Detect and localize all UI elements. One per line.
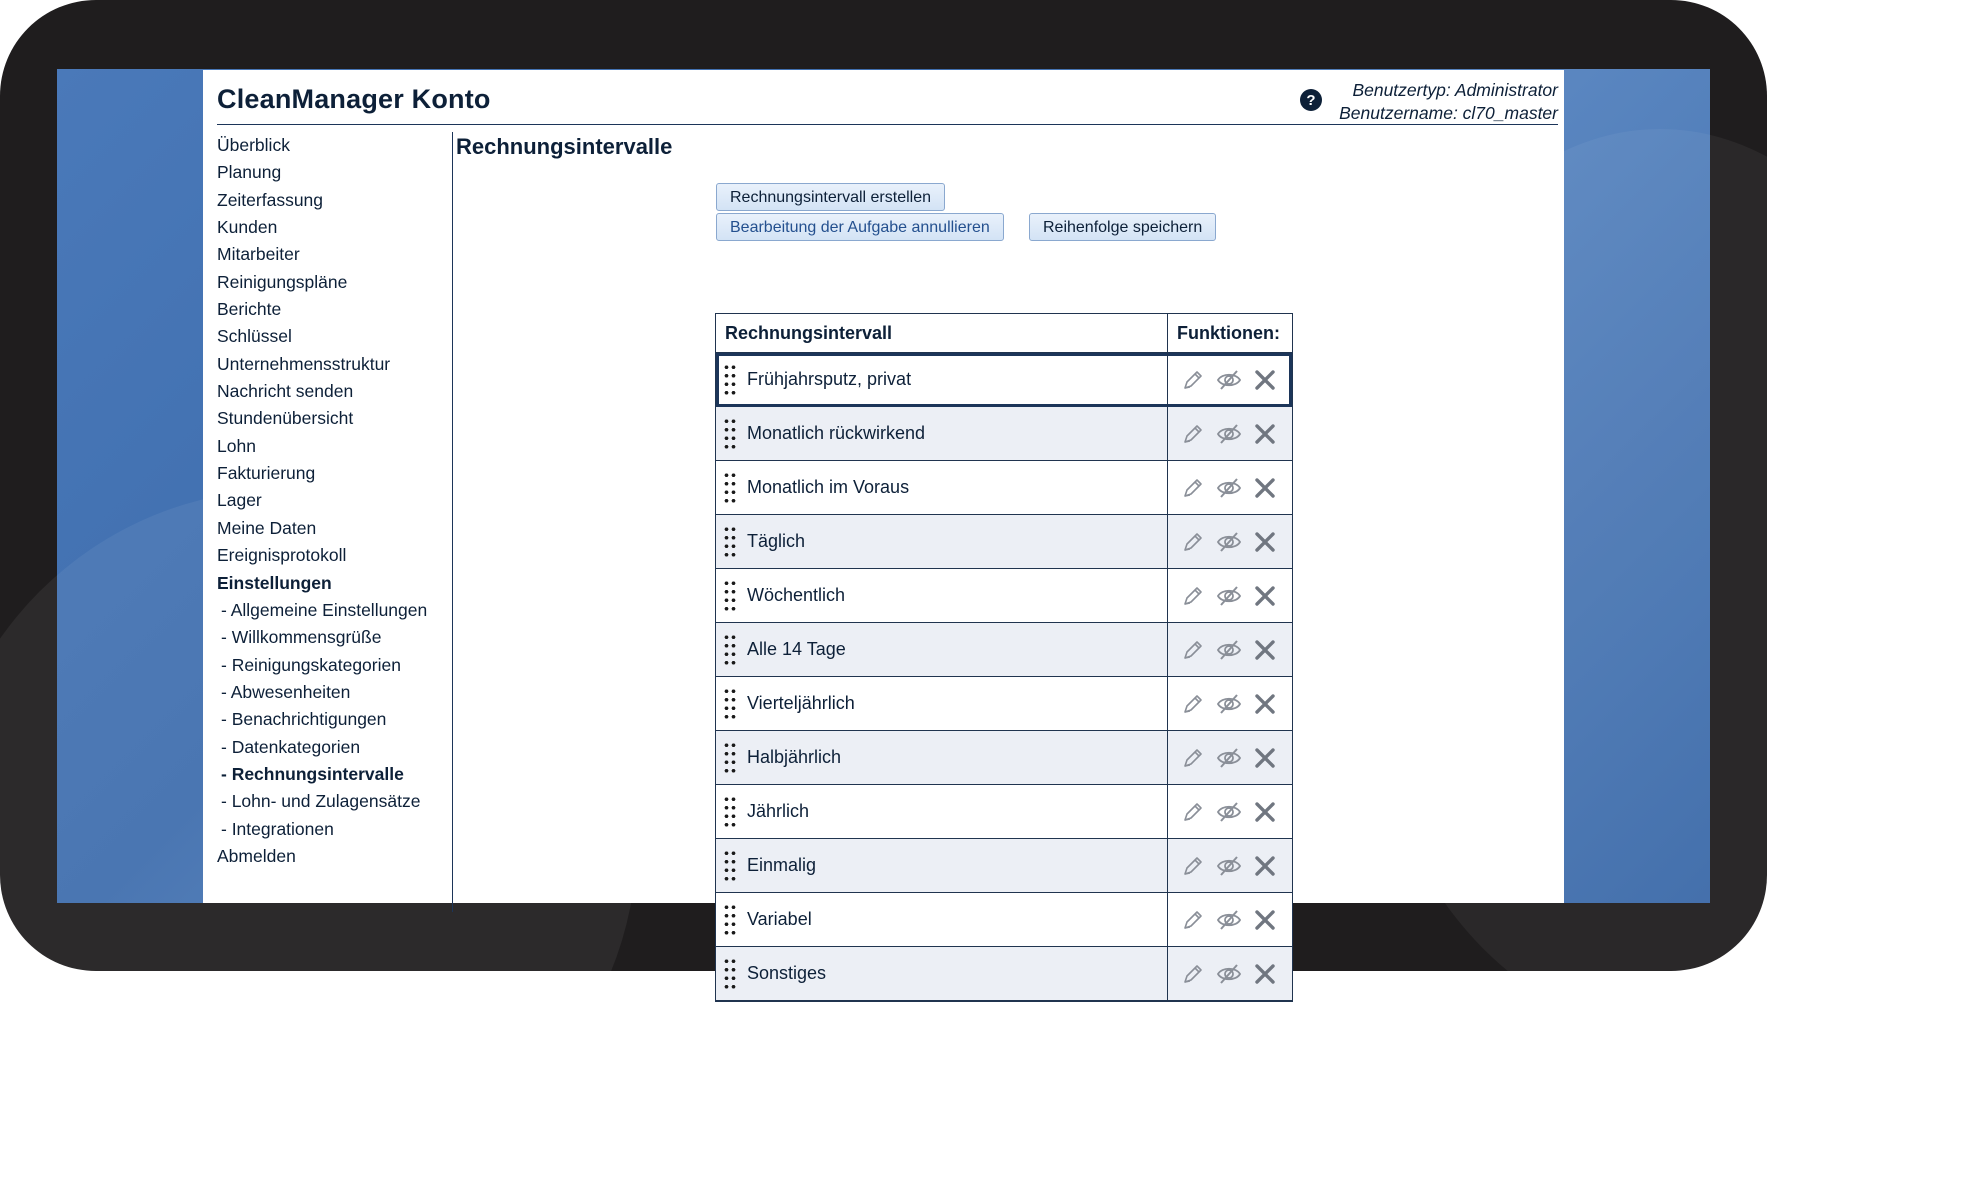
column-header-functions: Funktionen: (1177, 323, 1280, 343)
sidebar-subitem-allgemeine-einstellungen[interactable]: - Allgemeine Einstellungen (221, 599, 428, 620)
app-header (203, 70, 1564, 125)
table-row[interactable] (716, 515, 1292, 569)
eye-slash-icon[interactable] (1216, 475, 1242, 501)
interval-name: Einmalig (747, 855, 817, 875)
close-icon[interactable] (1252, 583, 1278, 609)
interval-name: Jährlich (747, 801, 810, 821)
user-info (1339, 79, 1558, 125)
drag-handle-icon[interactable] (723, 417, 737, 451)
pencil-icon[interactable] (1180, 637, 1206, 663)
drag-handle-icon[interactable] (723, 795, 737, 829)
interval-name: Sonstiges (747, 963, 827, 983)
close-icon[interactable] (1252, 799, 1278, 825)
table-row[interactable] (716, 461, 1292, 515)
table-row[interactable] (716, 731, 1292, 785)
interval-name: Vierteljährlich (747, 693, 855, 713)
question-circle-icon[interactable]: ? (1300, 89, 1322, 111)
sidebar-subitem-benachrichtigungen[interactable]: - Benachrichtigungen (221, 709, 387, 730)
eye-slash-icon[interactable] (1216, 907, 1242, 933)
row-functions-cell (1168, 569, 1292, 622)
close-icon[interactable] (1252, 475, 1278, 501)
user-type: Benutzertyp: Administrator (1352, 80, 1558, 100)
eye-slash-icon[interactable] (1216, 421, 1242, 447)
drag-handle-icon[interactable] (723, 471, 737, 505)
eye-slash-icon[interactable] (1216, 583, 1242, 609)
sidebar-subitem-abwesenheiten[interactable]: - Abwesenheiten (221, 681, 351, 702)
row-functions-cell (1168, 515, 1292, 568)
interval-name: Täglich (747, 531, 806, 551)
sidebar-item-abmelden[interactable]: Abmelden (217, 845, 296, 866)
pencil-icon[interactable] (1180, 421, 1206, 447)
eye-slash-icon[interactable] (1216, 367, 1242, 393)
drag-handle-icon[interactable] (723, 957, 737, 991)
sidebar-nav (217, 132, 453, 912)
close-icon[interactable] (1252, 853, 1278, 879)
close-icon[interactable] (1252, 961, 1278, 987)
row-functions-cell (1168, 461, 1292, 514)
sidebar-item-planung[interactable]: Planung (217, 162, 282, 183)
drag-handle-icon[interactable] (723, 903, 737, 937)
drag-handle-icon[interactable] (723, 741, 737, 775)
pencil-icon[interactable] (1180, 853, 1206, 879)
cancel-edit-button[interactable]: Bearbeitung der Aufgabe annullieren (716, 213, 1004, 241)
table-row[interactable] (716, 893, 1292, 947)
interval-name: Halbjährlich (747, 747, 842, 767)
eye-slash-icon[interactable] (1216, 961, 1242, 987)
table-row[interactable] (716, 353, 1292, 407)
eye-slash-icon[interactable] (1216, 853, 1242, 879)
row-functions-cell (1168, 947, 1292, 1000)
close-icon[interactable] (1252, 529, 1278, 555)
table-header (716, 314, 1292, 353)
row-name-cell (716, 461, 1168, 514)
header-divider (217, 124, 1558, 125)
column-header-name: Rechnungsintervall (716, 314, 1168, 352)
sidebar-item-unternehmensstruktur[interactable]: Unternehmensstruktur (217, 353, 391, 374)
pencil-icon[interactable] (1180, 367, 1206, 393)
app-title: CleanManager Konto (217, 84, 491, 114)
row-name-cell (716, 569, 1168, 622)
close-icon[interactable] (1252, 421, 1278, 447)
interval-table (715, 313, 1293, 1002)
interval-name: Frühjahrsputz, privat (747, 369, 912, 389)
user-name: Benutzername: cl70_master (1339, 103, 1558, 123)
eye-slash-icon[interactable] (1216, 745, 1242, 771)
sidebar-item-mitarbeiter[interactable]: Mitarbeiter (217, 244, 300, 265)
sidebar-item-ueberblick[interactable]: Überblick (217, 135, 290, 155)
close-icon[interactable] (1252, 637, 1278, 663)
row-functions-cell (1168, 623, 1292, 676)
page-title: Rechnungsintervalle (456, 134, 673, 159)
pencil-icon[interactable] (1180, 529, 1206, 555)
drag-handle-icon[interactable] (723, 633, 737, 667)
pencil-icon[interactable] (1180, 745, 1206, 771)
main-content (456, 132, 1556, 983)
row-name-cell (716, 785, 1168, 838)
interval-name: Variabel (747, 909, 812, 929)
drag-handle-icon[interactable] (723, 525, 737, 559)
row-name-cell (716, 677, 1168, 730)
table-row[interactable] (716, 623, 1292, 677)
sidebar-item-fakturierung[interactable]: Fakturierung (217, 463, 316, 484)
interval-name: Monatlich rückwirkend (747, 423, 926, 443)
eye-slash-icon[interactable] (1216, 799, 1242, 825)
row-name-cell (716, 731, 1168, 784)
sidebar-item-nachricht-senden[interactable]: Nachricht senden (217, 381, 354, 402)
row-functions-cell (1168, 677, 1292, 730)
drag-handle-icon[interactable] (723, 687, 737, 721)
row-functions-cell (1168, 893, 1292, 946)
pencil-icon[interactable] (1180, 691, 1206, 717)
table-row[interactable] (716, 785, 1292, 839)
close-icon[interactable] (1252, 691, 1278, 717)
table-row[interactable] (716, 407, 1292, 461)
pencil-icon[interactable] (1180, 961, 1206, 987)
pencil-icon[interactable] (1180, 907, 1206, 933)
sidebar-subitem-willkommensgruesse[interactable]: - Willkommensgrüße (221, 627, 382, 648)
eye-slash-icon[interactable] (1216, 529, 1242, 555)
table-row[interactable] (716, 839, 1292, 893)
interval-name: Alle 14 Tage (747, 639, 846, 659)
row-name-cell (716, 353, 1168, 406)
pencil-icon[interactable] (1180, 583, 1206, 609)
row-name-cell (716, 947, 1168, 1000)
close-icon[interactable] (1252, 367, 1278, 393)
close-icon[interactable] (1252, 745, 1278, 771)
sidebar-item-kunden[interactable]: Kunden (217, 217, 278, 238)
sidebar-item-reinigungsplaene[interactable]: Reinigungspläne (217, 271, 348, 292)
interval-name: Monatlich im Voraus (747, 477, 910, 497)
create-interval-button[interactable]: Rechnungsintervall erstellen (716, 183, 945, 211)
row-functions-cell (1168, 731, 1292, 784)
sidebar-item-lohn[interactable]: Lohn (217, 435, 256, 456)
sidebar-subitem-rechnungsintervalle[interactable]: - Rechnungsintervalle (221, 763, 404, 784)
drag-handle-icon[interactable] (723, 849, 737, 883)
row-functions-cell (1168, 407, 1292, 460)
app-window (203, 70, 1564, 983)
desktop-background (57, 69, 1710, 983)
row-name-cell (716, 839, 1168, 892)
sidebar-subitem-integrationen[interactable]: - Integrationen (221, 818, 334, 839)
interval-name: Wöchentlich (747, 585, 846, 605)
sidebar-item-ereignisprotokoll[interactable]: Ereignisprotokoll (217, 545, 347, 566)
pencil-icon[interactable] (1180, 475, 1206, 501)
drag-handle-icon[interactable] (723, 579, 737, 613)
sidebar-subitem-lohn-und-zulagensaetze[interactable]: - Lohn- und Zulagensätze (221, 791, 421, 812)
row-name-cell (716, 407, 1168, 460)
table-row[interactable] (716, 947, 1292, 1001)
sidebar-item-lager[interactable]: Lager (217, 490, 262, 511)
row-functions-cell (1168, 353, 1292, 406)
sidebar-item-schluessel[interactable]: Schlüssel (217, 326, 292, 347)
sidebar-item-einstellungen[interactable]: Einstellungen (217, 572, 332, 593)
row-name-cell (716, 893, 1168, 946)
row-name-cell (716, 623, 1168, 676)
sidebar-item-meine-daten[interactable]: Meine Daten (217, 517, 317, 538)
table-row[interactable] (716, 569, 1292, 623)
eye-slash-icon[interactable] (1216, 691, 1242, 717)
save-order-button[interactable]: Reihenfolge speichern (1029, 213, 1216, 241)
row-name-cell (716, 515, 1168, 568)
sidebar-subitem-datenkategorien[interactable]: - Datenkategorien (221, 736, 361, 757)
row-functions-cell (1168, 785, 1292, 838)
eye-slash-icon[interactable] (1216, 637, 1242, 663)
row-functions-cell (1168, 839, 1292, 892)
pencil-icon[interactable] (1180, 799, 1206, 825)
sidebar-item-stundenuebersicht[interactable]: Stundenübersicht (217, 408, 354, 429)
sidebar-item-zeiterfassung[interactable]: Zeiterfassung (217, 189, 324, 210)
close-icon[interactable] (1252, 907, 1278, 933)
drag-handle-icon[interactable] (723, 363, 737, 397)
sidebar-subitem-reinigungskategorien[interactable]: - Reinigungskategorien (221, 654, 401, 675)
table-row[interactable] (716, 677, 1292, 731)
sidebar-item-berichte[interactable]: Berichte (217, 299, 282, 320)
